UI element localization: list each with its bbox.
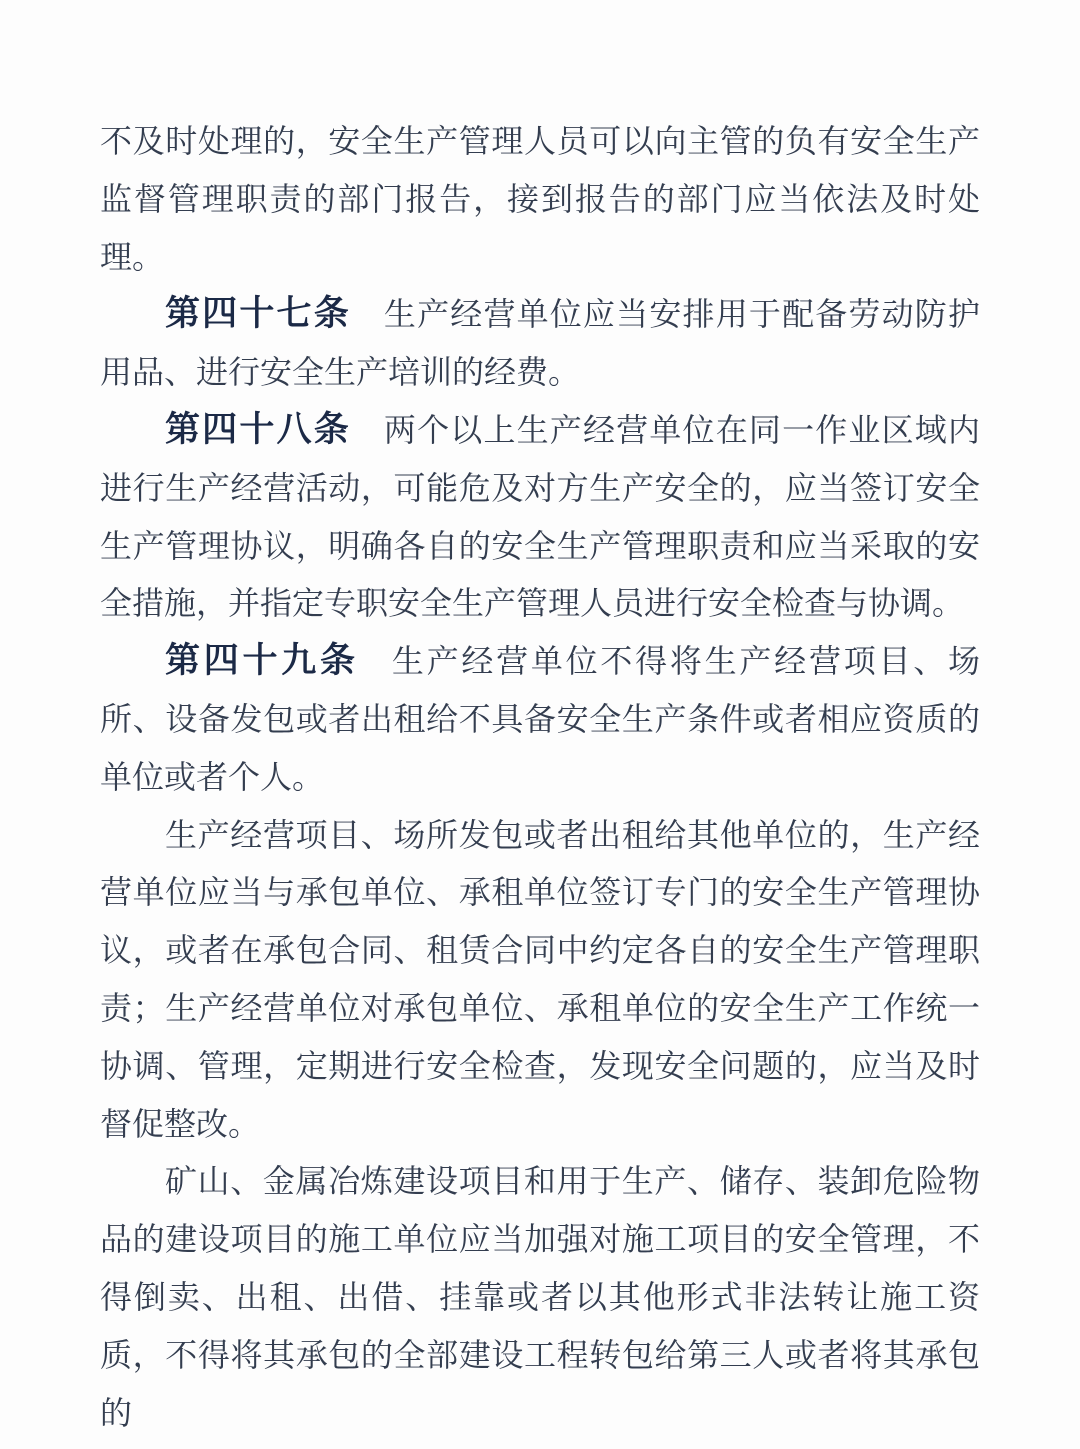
- article-48-number: 第四十八条: [165, 409, 351, 450]
- paragraph-article-48: [100, 402, 980, 633]
- article-47-text: 生产经营单位应当安排用于配备劳动防护用品、进行安全生产培训的经费。: [100, 295, 980, 392]
- paragraph-article-46-continuation: 不及时处理的，安全生产管理人员可以向主管的负有安全生产监督管理职责的部门报告，接到报告的部门应当依法及时处理。: [100, 122, 980, 276]
- article-47-number: 第四十七条: [165, 294, 351, 335]
- paragraph-article-49-clause-3: 矿山、金属冶炼建设项目和用于生产、储存、装卸危险物品的建设项目的施工单位应当加强对施工项目的安全管理，不得倒卖、出租、出借、挂靠或者以其他形式非法转让施工资质，不得将其承包的全部建设工程转包给第三人或者将其承包的: [100, 1162, 980, 1432]
- article-49-number: 第四十九条: [165, 641, 359, 682]
- paragraph-article-49-clause-2: 生产经营项目、场所发包或者出租给其他单位的，生产经营单位应当与承包单位、承租单位签订专门的安全生产管理协议，或者在承包合同、租赁合同中约定各自的安全生产管理职责；生产经营单位对承包单位、承租单位的安全生产工作统一协调、管理，定期进行安全检查，发现安全问题的，应当及时督促整改。: [100, 815, 980, 1143]
- paragraph-article-47: [100, 286, 980, 402]
- paragraph-article-49: [100, 633, 980, 806]
- article-48-text: 两个以上生产经营单位在同一作业区域内进行生产经营活动，可能危及对方生产安全的，应当签订安全生产管理协议，明确各自的安全生产管理职责和应当采取的安全措施，并指定专职安全生产管理人员进行安全检查与协调。: [100, 410, 980, 623]
- article-49-text: 生产经营单位不得将生产经营项目、场所、设备发包或者出租给不具备安全生产条件或者相应资质的单位或者个人。: [100, 642, 980, 796]
